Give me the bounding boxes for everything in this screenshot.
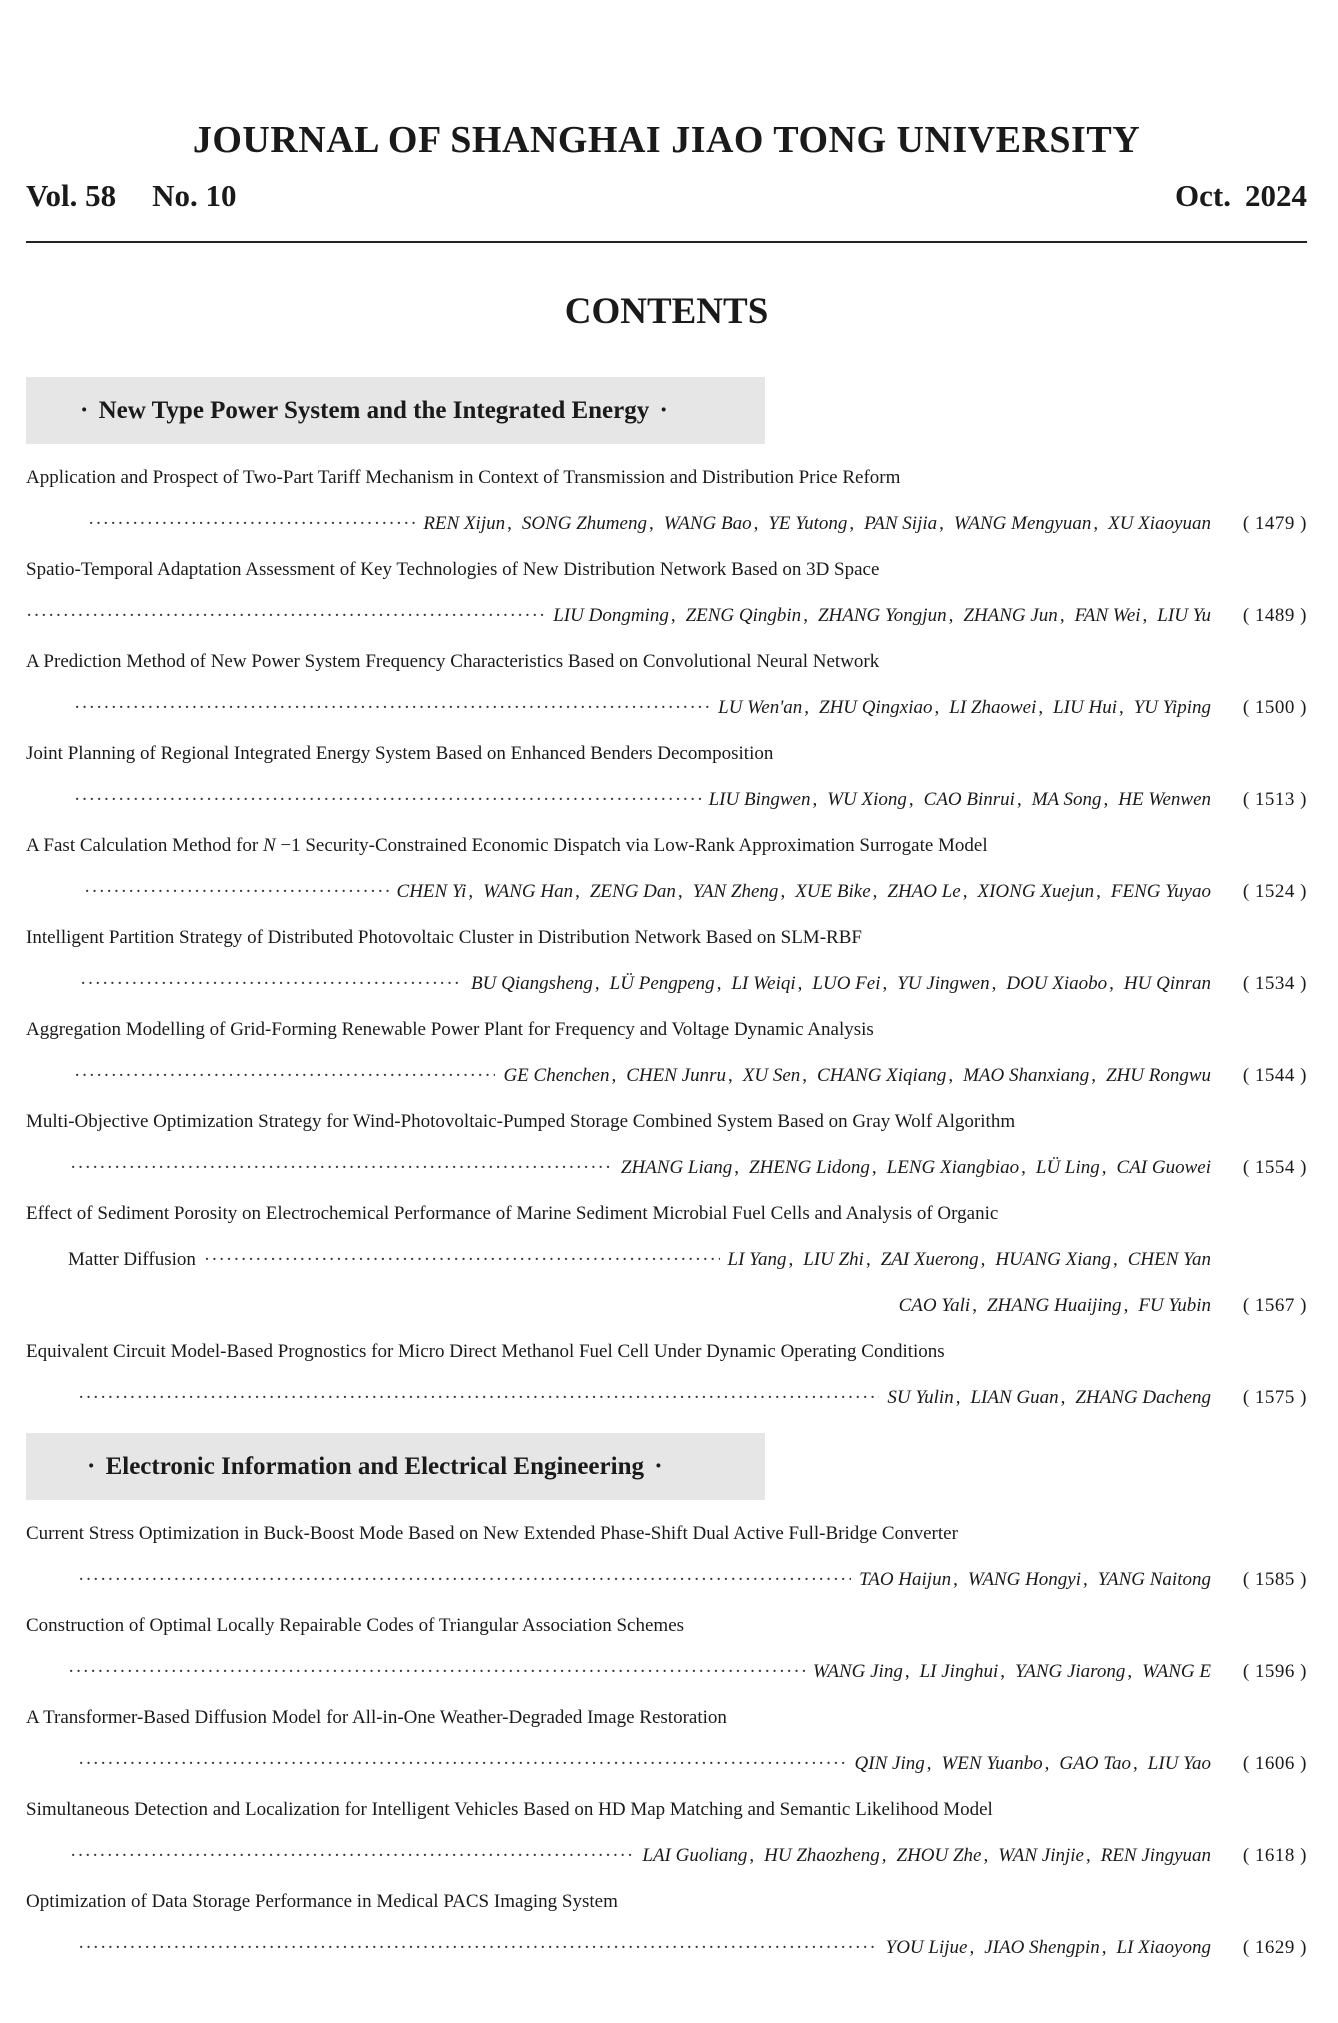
author-separator: , xyxy=(1118,697,1124,718)
author-name: CHEN Yi xyxy=(396,881,467,902)
author-name: LIU Hui xyxy=(1053,697,1117,718)
author-separator: , xyxy=(980,1249,986,1270)
article-title[interactable]: Intelligent Partition Strategy of Distributed Photovoltaic Cluster in Distribution Network Based on SLM-RBF xyxy=(26,927,862,948)
article-title[interactable] xyxy=(26,831,1307,861)
author-name: ZHU Qingxiao xyxy=(819,697,933,718)
page-number: ( 1554 ) xyxy=(1242,1157,1307,1178)
author-name: GE Chenchen xyxy=(503,1065,610,1086)
dot-leader xyxy=(70,1841,634,1871)
author-line xyxy=(26,969,1307,999)
page-number: ( 1618 ) xyxy=(1242,1845,1307,1866)
author-list xyxy=(397,877,1211,907)
author-separator: , xyxy=(1060,1387,1066,1408)
author-name: MA Song xyxy=(1031,789,1102,810)
author-name: CAI Guowei xyxy=(1116,1157,1211,1178)
author-separator: , xyxy=(507,513,512,534)
page-number: ( 1534 ) xyxy=(1242,973,1307,994)
author-name: LÜ Ling xyxy=(1035,1157,1100,1178)
author-list xyxy=(887,1383,1211,1413)
author-separator: , xyxy=(749,1845,755,1866)
author-separator: , xyxy=(908,789,914,810)
author-separator: , xyxy=(1085,1845,1091,1866)
author-separator: , xyxy=(780,881,786,902)
author-line xyxy=(26,1565,1307,1595)
author-name: LI Xiaoyong xyxy=(1116,1937,1211,1958)
author-separator: , xyxy=(953,1569,958,1590)
author-name: WANG Jing xyxy=(812,1661,903,1682)
author-name: ZENG Dan xyxy=(589,881,676,902)
bullet-dot-icon: · xyxy=(654,1453,663,1480)
author-line xyxy=(26,1245,1307,1275)
author-name: LUO Fei xyxy=(812,973,881,994)
author-separator: , xyxy=(468,881,474,902)
author-list xyxy=(899,1291,1211,1321)
author-name: YAN Zheng xyxy=(692,881,779,902)
title-variable: N xyxy=(262,835,276,856)
author-separator: , xyxy=(802,1065,808,1086)
author-name: YU Jingwen xyxy=(897,973,990,994)
author-name: GAO Tao xyxy=(1059,1753,1132,1774)
page-number: ( 1513 ) xyxy=(1242,789,1307,810)
author-name: WANG Bao xyxy=(663,513,752,534)
author-list xyxy=(859,1565,1211,1595)
article-title[interactable]: Spatio-Temporal Adaptation Assessment of Key Technologies of New Distribution Network Based on 3D Space xyxy=(26,559,880,580)
article-title[interactable]: A Transformer-Based Diffusion Model for All-in-One Weather-Degraded Image Restoration xyxy=(26,1707,727,1728)
dot-leader xyxy=(74,1061,495,1091)
title-text: A Fast Calculation Method for xyxy=(26,835,263,856)
author-separator: , xyxy=(1109,973,1114,994)
author-name: QIN Jing xyxy=(854,1753,925,1774)
dot-leader xyxy=(204,1245,720,1275)
author-separator: , xyxy=(991,973,997,994)
page-number: ( 1596 ) xyxy=(1242,1661,1307,1682)
article-title[interactable]: Simultaneous Detection and Localization for Intelligent Vehicles Based on HD Map Matching and Semantic Likelihood Model xyxy=(26,1799,993,1820)
author-list xyxy=(718,693,1211,723)
author-name: REN Xijun xyxy=(423,513,506,534)
author-line xyxy=(26,1061,1307,1091)
author-separator: , xyxy=(753,513,759,534)
author-name: FU Yubin xyxy=(1138,1295,1211,1316)
author-separator: , xyxy=(812,789,818,810)
section-title: New Type Power System and the Integrated Energy xyxy=(98,397,650,424)
author-separator: , xyxy=(677,881,683,902)
author-name: ZHENG Lidong xyxy=(749,1157,870,1178)
article-title[interactable]: Joint Planning of Regional Integrated Energy System Based on Enhanced Benders Decomposition xyxy=(26,743,774,764)
author-name: ZHANG Huaijing xyxy=(986,1295,1122,1316)
author-name: HE Wenwen xyxy=(1118,789,1211,810)
page-number: ( 1544 ) xyxy=(1242,1065,1307,1086)
author-name: YANG Naitong xyxy=(1097,1569,1211,1590)
author-separator: , xyxy=(1101,1157,1107,1178)
title-text: −1 Security-Constrained Economic Dispatch via Low-Rank Approximation Surrogate Model xyxy=(275,835,988,856)
author-name: SU Yulin xyxy=(887,1387,954,1408)
author-name: HUANG Xiang xyxy=(995,1249,1111,1270)
author-name: XUE Bike xyxy=(795,881,871,902)
author-list xyxy=(423,509,1211,539)
author-separator: , xyxy=(1091,1065,1096,1086)
section-header xyxy=(26,1433,765,1500)
author-separator: , xyxy=(788,1249,794,1270)
author-separator: , xyxy=(1093,513,1099,534)
author-separator: , xyxy=(1096,881,1101,902)
journal-title: JOURNAL OF SHANGHAI JIAO TONG UNIVERSITY xyxy=(192,119,1141,161)
page-number: ( 1479 ) xyxy=(1242,513,1307,534)
author-name: WANG E xyxy=(1142,1661,1211,1682)
author-separator: , xyxy=(926,1753,932,1774)
author-separator: , xyxy=(881,1845,887,1866)
author-separator: , xyxy=(969,1937,975,1958)
author-name: CAO Yali xyxy=(898,1295,971,1316)
author-name: LIAN Guan xyxy=(970,1387,1059,1408)
article-title[interactable]: Application and Prospect of Two-Part Tariff Mechanism in Context of Transmission and Distribution Price Reform xyxy=(26,467,901,488)
author-list xyxy=(709,785,1211,815)
dot-leader xyxy=(78,1565,851,1595)
section-title: Electronic Information and Electrical Engineering xyxy=(105,1453,644,1480)
author-name: ZENG Qingbin xyxy=(685,605,802,626)
author-name: XU Xiaoyuan xyxy=(1108,513,1211,534)
author-list xyxy=(813,1657,1211,1687)
page-number: ( 1585 ) xyxy=(1242,1569,1307,1590)
author-name: YE Yutong xyxy=(768,513,848,534)
contents-heading: CONTENTS xyxy=(564,291,769,332)
author-line xyxy=(26,877,1307,907)
dot-leader xyxy=(78,1383,879,1413)
author-separator: , xyxy=(1038,697,1044,718)
author-name: ZHU Rongwu xyxy=(1105,1065,1211,1086)
author-separator: , xyxy=(728,1065,733,1086)
author-name: BU Qiangsheng xyxy=(471,973,593,994)
author-name: LIU Yu xyxy=(1157,605,1211,626)
section-header xyxy=(26,377,765,444)
author-line xyxy=(26,1657,1307,1687)
author-list xyxy=(621,1153,1211,1183)
author-separator: , xyxy=(962,881,968,902)
author-list xyxy=(642,1841,1211,1871)
author-separator: , xyxy=(1021,1157,1026,1178)
author-separator: , xyxy=(872,881,878,902)
author-separator: , xyxy=(871,1157,877,1178)
article-title[interactable]: Effect of Sediment Porosity on Electrochemical Performance of Marine Sediment Microbial Fuel Cells and Analysis of Organic xyxy=(26,1203,999,1224)
author-separator: , xyxy=(1059,605,1065,626)
author-separator: , xyxy=(882,973,888,994)
author-separator: , xyxy=(716,973,722,994)
author-separator: , xyxy=(797,973,803,994)
author-name: SONG Zhumeng xyxy=(521,513,647,534)
author-name: WAN Jinjie xyxy=(998,1845,1084,1866)
author-name: LIU Bingwen xyxy=(708,789,811,810)
author-separator: , xyxy=(734,1157,740,1178)
author-name: WANG Hongyi xyxy=(967,1569,1082,1590)
author-name: TAO Haijun xyxy=(859,1569,952,1590)
author-name: FENG Yuyao xyxy=(1110,881,1211,902)
author-separator: , xyxy=(1000,1661,1005,1682)
issue-year: 2024 xyxy=(1245,178,1307,213)
author-name: ZHANG Dacheng xyxy=(1075,1387,1211,1408)
author-name: LI Weiqi xyxy=(731,973,796,994)
issue-info xyxy=(26,178,1307,218)
author-separator: , xyxy=(594,973,600,994)
author-name: HU Zhaozheng xyxy=(764,1845,880,1866)
article-title[interactable]: Aggregation Modelling of Grid-Forming Renewable Power Plant for Frequency and Voltage Dynamic Analysis xyxy=(26,1019,874,1040)
issue-month: Oct. xyxy=(1175,178,1231,213)
author-separator: , xyxy=(670,605,676,626)
author-name: MAO Shanxiang xyxy=(963,1065,1090,1086)
volume: Vol. 58 xyxy=(26,178,117,213)
author-name: XIONG Xuejun xyxy=(977,881,1095,902)
author-separator: , xyxy=(1113,1249,1118,1270)
author-list xyxy=(728,1245,1212,1275)
author-name: CHEN Junru xyxy=(626,1065,726,1086)
author-name: LI Yang xyxy=(727,1249,787,1270)
dot-leader xyxy=(26,601,545,631)
author-name: YANG Jiarong xyxy=(1014,1661,1126,1682)
author-line xyxy=(26,1153,1307,1183)
author-separator: , xyxy=(849,513,855,534)
author-name: LENG Xiangbiao xyxy=(886,1157,1020,1178)
author-name: CHANG Xiqiang xyxy=(817,1065,947,1086)
article-title[interactable]: Current Stress Optimization in Buck-Boost Mode Based on New Extended Phase-Shift Dual Active Full-Bridge Converter xyxy=(26,1523,958,1544)
author-separator: , xyxy=(1101,1937,1107,1958)
dot-leader xyxy=(74,693,710,723)
author-name: LU Wen'an xyxy=(718,697,803,718)
dot-leader xyxy=(80,969,463,999)
author-name: LIU Zhi xyxy=(803,1249,864,1270)
author-name: WANG Mengyuan xyxy=(953,513,1092,534)
author-name: YOU Lijue xyxy=(885,1937,968,1958)
author-name: ZHOU Zhe xyxy=(896,1845,982,1866)
author-separator: , xyxy=(948,1065,954,1086)
author-name: WANG Han xyxy=(483,881,574,902)
author-separator: , xyxy=(1133,1753,1138,1774)
author-name: LAI Guoliang xyxy=(642,1845,748,1866)
page-number: ( 1524 ) xyxy=(1242,881,1307,902)
author-name: LIU Dongming xyxy=(553,605,669,626)
page-number: ( 1629 ) xyxy=(1242,1937,1307,1958)
author-name: REN Jingyuan xyxy=(1100,1845,1211,1866)
author-separator: , xyxy=(904,1661,910,1682)
bullet-dot-icon: · xyxy=(87,1453,96,1480)
author-separator: , xyxy=(1083,1569,1088,1590)
page-number: ( 1567 ) xyxy=(1242,1295,1307,1316)
author-name: ZHANG Liang xyxy=(620,1157,733,1178)
author-list xyxy=(855,1749,1211,1779)
author-separator: , xyxy=(972,1295,977,1316)
author-list xyxy=(553,601,1211,631)
author-name: FAN Wei xyxy=(1074,605,1141,626)
article-title[interactable]: Equivalent Circuit Model-Based Prognostics for Micro Direct Methanol Fuel Cell Under Dynamic Operating Conditions xyxy=(26,1341,945,1362)
author-list xyxy=(471,969,1211,999)
author-name: YU Yiping xyxy=(1133,697,1211,718)
author-name: XU Sen xyxy=(742,1065,801,1086)
author-line xyxy=(26,509,1307,539)
author-name: WEN Yuanbo xyxy=(941,1753,1043,1774)
author-separator: , xyxy=(804,697,810,718)
bullet-dot-icon: · xyxy=(659,397,668,424)
author-name: ZHANG Yongjun xyxy=(817,605,947,626)
author-name: PAN Sijia xyxy=(864,513,938,534)
page-number: ( 1500 ) xyxy=(1242,697,1307,718)
author-separator: , xyxy=(955,1387,961,1408)
author-line xyxy=(26,1933,1307,1963)
author-separator: , xyxy=(1044,1753,1050,1774)
author-line xyxy=(26,1749,1307,1779)
dot-leader xyxy=(84,877,389,907)
author-separator: , xyxy=(648,513,654,534)
article-title-continued: Matter Diffusion xyxy=(68,1249,196,1270)
author-name: WU Xiong xyxy=(827,789,907,810)
author-name: DOU Xiaobo xyxy=(1006,973,1108,994)
author-name: JIAO Shengpin xyxy=(984,1937,1100,1958)
author-name: LÜ Pengpeng xyxy=(609,973,715,994)
author-separator: , xyxy=(803,605,808,626)
author-separator: , xyxy=(948,605,954,626)
dot-leader xyxy=(88,509,415,539)
volume-number xyxy=(26,178,237,214)
author-separator: , xyxy=(1127,1661,1133,1682)
page-number: ( 1606 ) xyxy=(1242,1753,1307,1774)
author-separator: , xyxy=(1142,605,1148,626)
header-rule xyxy=(26,241,1307,243)
page-number: ( 1575 ) xyxy=(1242,1387,1307,1408)
author-name: ZHAO Le xyxy=(887,881,961,902)
issue-date xyxy=(1175,178,1307,214)
author-name: CHEN Yan xyxy=(1127,1249,1211,1270)
dot-leader xyxy=(74,785,701,815)
article-title[interactable]: Construction of Optimal Locally Repairable Codes of Triangular Association Schemes xyxy=(26,1615,685,1636)
dot-leader xyxy=(78,1749,847,1779)
author-line xyxy=(26,1841,1307,1871)
author-separator: , xyxy=(1123,1295,1129,1316)
article-title[interactable]: A Prediction Method of New Power System Frequency Characteristics Based on Convolutional Neural Network xyxy=(26,651,880,672)
author-line xyxy=(26,693,1307,723)
issue-number: No. 10 xyxy=(152,178,237,213)
author-name: HU Qinran xyxy=(1123,973,1211,994)
article-title[interactable]: Optimization of Data Storage Performance in Medical PACS Imaging System xyxy=(26,1891,618,1912)
author-separator: , xyxy=(1103,789,1109,810)
author-line xyxy=(26,601,1307,631)
dot-leader xyxy=(70,1153,613,1183)
author-name: LIU Yao xyxy=(1147,1753,1211,1774)
author-name: LI Zhaowei xyxy=(949,697,1037,718)
author-separator: , xyxy=(934,697,940,718)
author-separator: , xyxy=(1016,789,1022,810)
dot-leader xyxy=(78,1933,878,1963)
dot-leader xyxy=(68,1657,805,1687)
author-separator: , xyxy=(983,1845,989,1866)
author-separator: , xyxy=(939,513,944,534)
author-separator: , xyxy=(575,881,580,902)
article-title[interactable]: Multi-Objective Optimization Strategy for Wind-Photovoltaic-Pumped Storage Combined System Based on Gray Wolf Algorithm xyxy=(26,1111,1016,1132)
author-line xyxy=(26,1383,1307,1413)
bullet-dot-icon: · xyxy=(80,397,89,424)
author-separator: , xyxy=(865,1249,871,1270)
author-line xyxy=(26,1291,1307,1321)
page-number: ( 1489 ) xyxy=(1242,605,1307,626)
author-list xyxy=(886,1933,1211,1963)
author-name: ZHANG Jun xyxy=(963,605,1058,626)
author-list xyxy=(503,1061,1211,1091)
author-separator: , xyxy=(611,1065,617,1086)
author-name: CAO Binrui xyxy=(923,789,1015,810)
author-name: LI Jinghui xyxy=(919,1661,999,1682)
author-line xyxy=(26,785,1307,815)
author-name: ZAI Xuerong xyxy=(880,1249,979,1270)
